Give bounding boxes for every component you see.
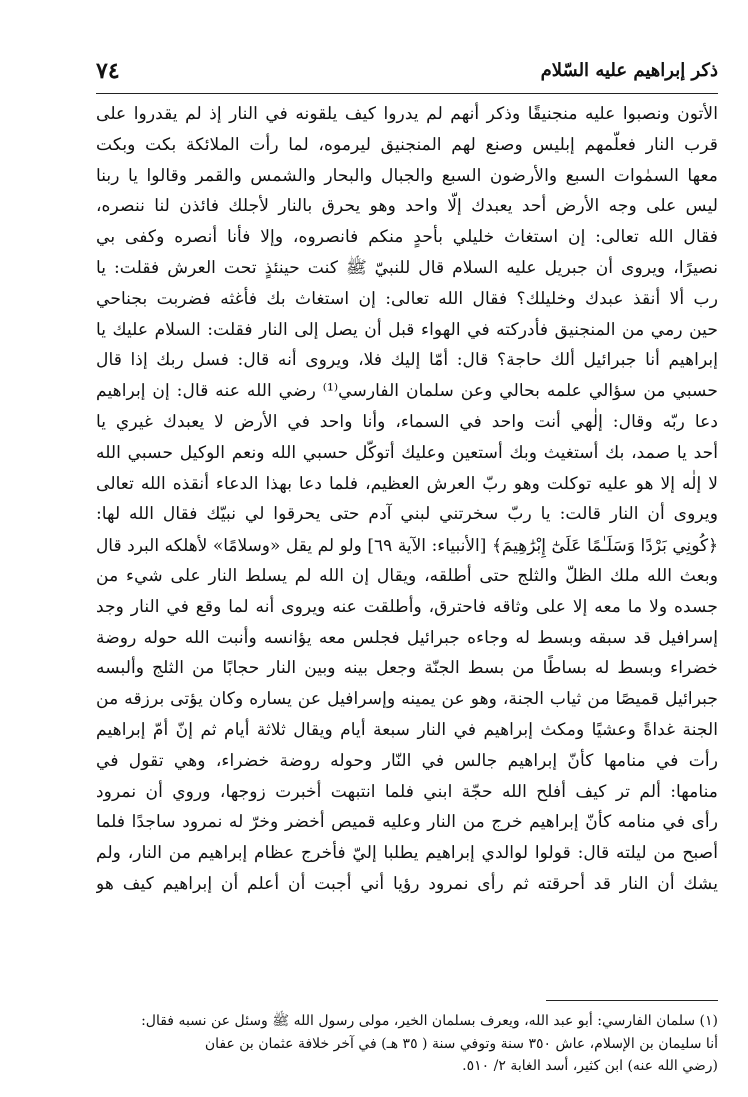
text-line: دعا ربّه وقال: إلٰهي أنت واحد في السماء، وأنا واحد في الأرض لا يعبدك غيري يا (96, 411, 718, 432)
text-line: قرب النار فعلّمهم إبليس وصنع لهم المنجنيق ليرموه، لما رأت الملائكة بكت وبكت (96, 134, 718, 155)
text-line: فقال الله تعالى: إن استغاث خليلي بأحدٍ منكم فانصروه، وإلا فأنا أنصره وكفى بي (96, 227, 718, 248)
quran-verse-line: ﴿كُونِي بَرْدًا وَسَلَـٰمًا عَلَىٰٓ إِبْرَٰهِيمَ﴾ [الأنبياء: الآية ٦٩] ولو لم يقل «وسلامًا» لأهلكه البرد قال (96, 535, 718, 556)
footnote-line: أنا سليمان بن الإسلام، عاش ٣٥٠ سنة وتوفي سنة ( ٣٥ هـ) في آخر خلافة عثمان بن عفان (204, 1035, 718, 1052)
text-line: وبعث الله ملك الظلّ والثلج حتى أطلقه، ويقال إن الله لم يسلط النار على شيء من (96, 565, 718, 586)
text-line: إبراهيم أنا جبرائيل ألك حاجة؟ قال: أمّا إليك فلا، ويروى أنه قال: فسل ربك إذا قال (96, 350, 718, 371)
text-line: حين رمي من المنجنيق فأدركته في الهواء قبل أن يصل إلى النار فقلت: السلام عليك يا (96, 319, 718, 340)
header-rule (96, 93, 718, 94)
text-line: رأى في منامه كأنّ إبراهيم خرج من النار وعليه قميص أخضر وخرّ له نمرود ساجدًا فلما (96, 812, 718, 833)
text-line: معها السمٰوات السبع والأرضون السبع والجبال والبحار والشمس والقمر وقالوا يا ربنا (96, 165, 718, 186)
running-title: ذكر إبراهيم عليه السّلام (540, 60, 718, 81)
text-line: منامها: ألم تر كيف أفلح الله حجّة ابني فلما انتبهت أخبرت زوجها، وروي أن نمرود (96, 781, 718, 802)
text-line: نصيرًا، ويروى أن جبريل عليه السلام قال للنبيّ ﷺ كنت حينئذٍ تحت العرش فقلت: يا (96, 257, 718, 278)
text-line: يشك أن النار قد أحرقته ثم رأى نمرود رؤيا أني أجبت أن أعلم أن إبراهيم كيف هو (96, 873, 718, 894)
text-line: رب ألا أنقذ عبدك وخليلك؟ فقال الله تعالى: إن استغاث بك فأغثه فضربت بجناحي (96, 288, 718, 309)
page-header (96, 58, 718, 90)
text-line: الأتون ونصبوا عليه منجنيقًا وذكر أنهم لم يدروا كيف يلقونه في النار إذ لم يقدروا على (96, 104, 718, 124)
text-line: أحد يا صمد، بك أستغيث وبك أستعين وعليك أتوكّل حسبي الله ونعم الوكيل حسبي الله (96, 442, 718, 463)
footnote-separator (546, 1000, 718, 1001)
text-line: حسبي من سؤالي علمه بحالي وعن سلمان الفارسي⁽¹⁾ رضي الله عنه قال: إن إبراهيم (96, 381, 718, 402)
text-line: لا إلٰه إلا هو عليه توكلت وهو ربّ العرش العظيم، فلما دعا بهذا الدعاء أنقذه الله تعالى (96, 473, 718, 494)
main-text (96, 99, 718, 900)
footnote-line: (رضي الله عنه) ابن كثير، أسد الغابة ٢/ ٥١٠. (462, 1058, 718, 1074)
text-line: جسده ولا ما معه إلا على وثاقه فاحترق، وأطلقت عنه ويروى أنه لما وقع في النار وجد (96, 596, 718, 617)
text-line: رأت في منامها كأنّ إبراهيم جالس في النّار وحوله روضة خضراء، وهي تقول في (96, 750, 718, 771)
text-line: جبرائيل قميصًا من ثياب الجنة، وهو عن يمينه وإسرافيل عن يساره وكان يؤتى برزقه من (96, 689, 718, 710)
text-line: الجنة غداةً وعشيًا ومكث إبراهيم في النار سبعة أيام ويقال ثلاثة أيام ثم إنّ أمّ إبراهيم (96, 719, 718, 740)
page-number: ٧٤ (96, 58, 120, 84)
text-line: إسرافيل قد سبقه وبسط له وجاءه جبرائيل فجلس معه يؤانسه وأنبت الله حوله روضة (96, 627, 718, 648)
footnote-line: (١) سلمان الفارسي: أبو عبد الله، ويعرف بسلمان الخير، مولى رسول الله ﷺ وسئل عن نسبه فقال: (141, 1013, 718, 1029)
text-line: ويروى أن النار قالت: يا ربّ سخرتني لبني آدم حتى يحرقوا لي نبيّك فقال الله لها: (96, 504, 718, 525)
text-line: ليس على وجه الأرض أحد يعبدك إلّا واحد وهو يحرق بالنار لأجلك فائذن لنا ننصره، (96, 196, 718, 217)
text-line: أصبح من ليلته قال: قولوا لوالدي إبراهيم يطلبا إليّ فأخرج عظام إبراهيم من النار، ولم (96, 843, 718, 864)
footnotes (96, 1010, 718, 1078)
text-line: خضراء وبسط له بساطًا من بسط الجنّة وجعل بينه وبين النار حجابًا من الثلج وألبسه (96, 658, 718, 679)
